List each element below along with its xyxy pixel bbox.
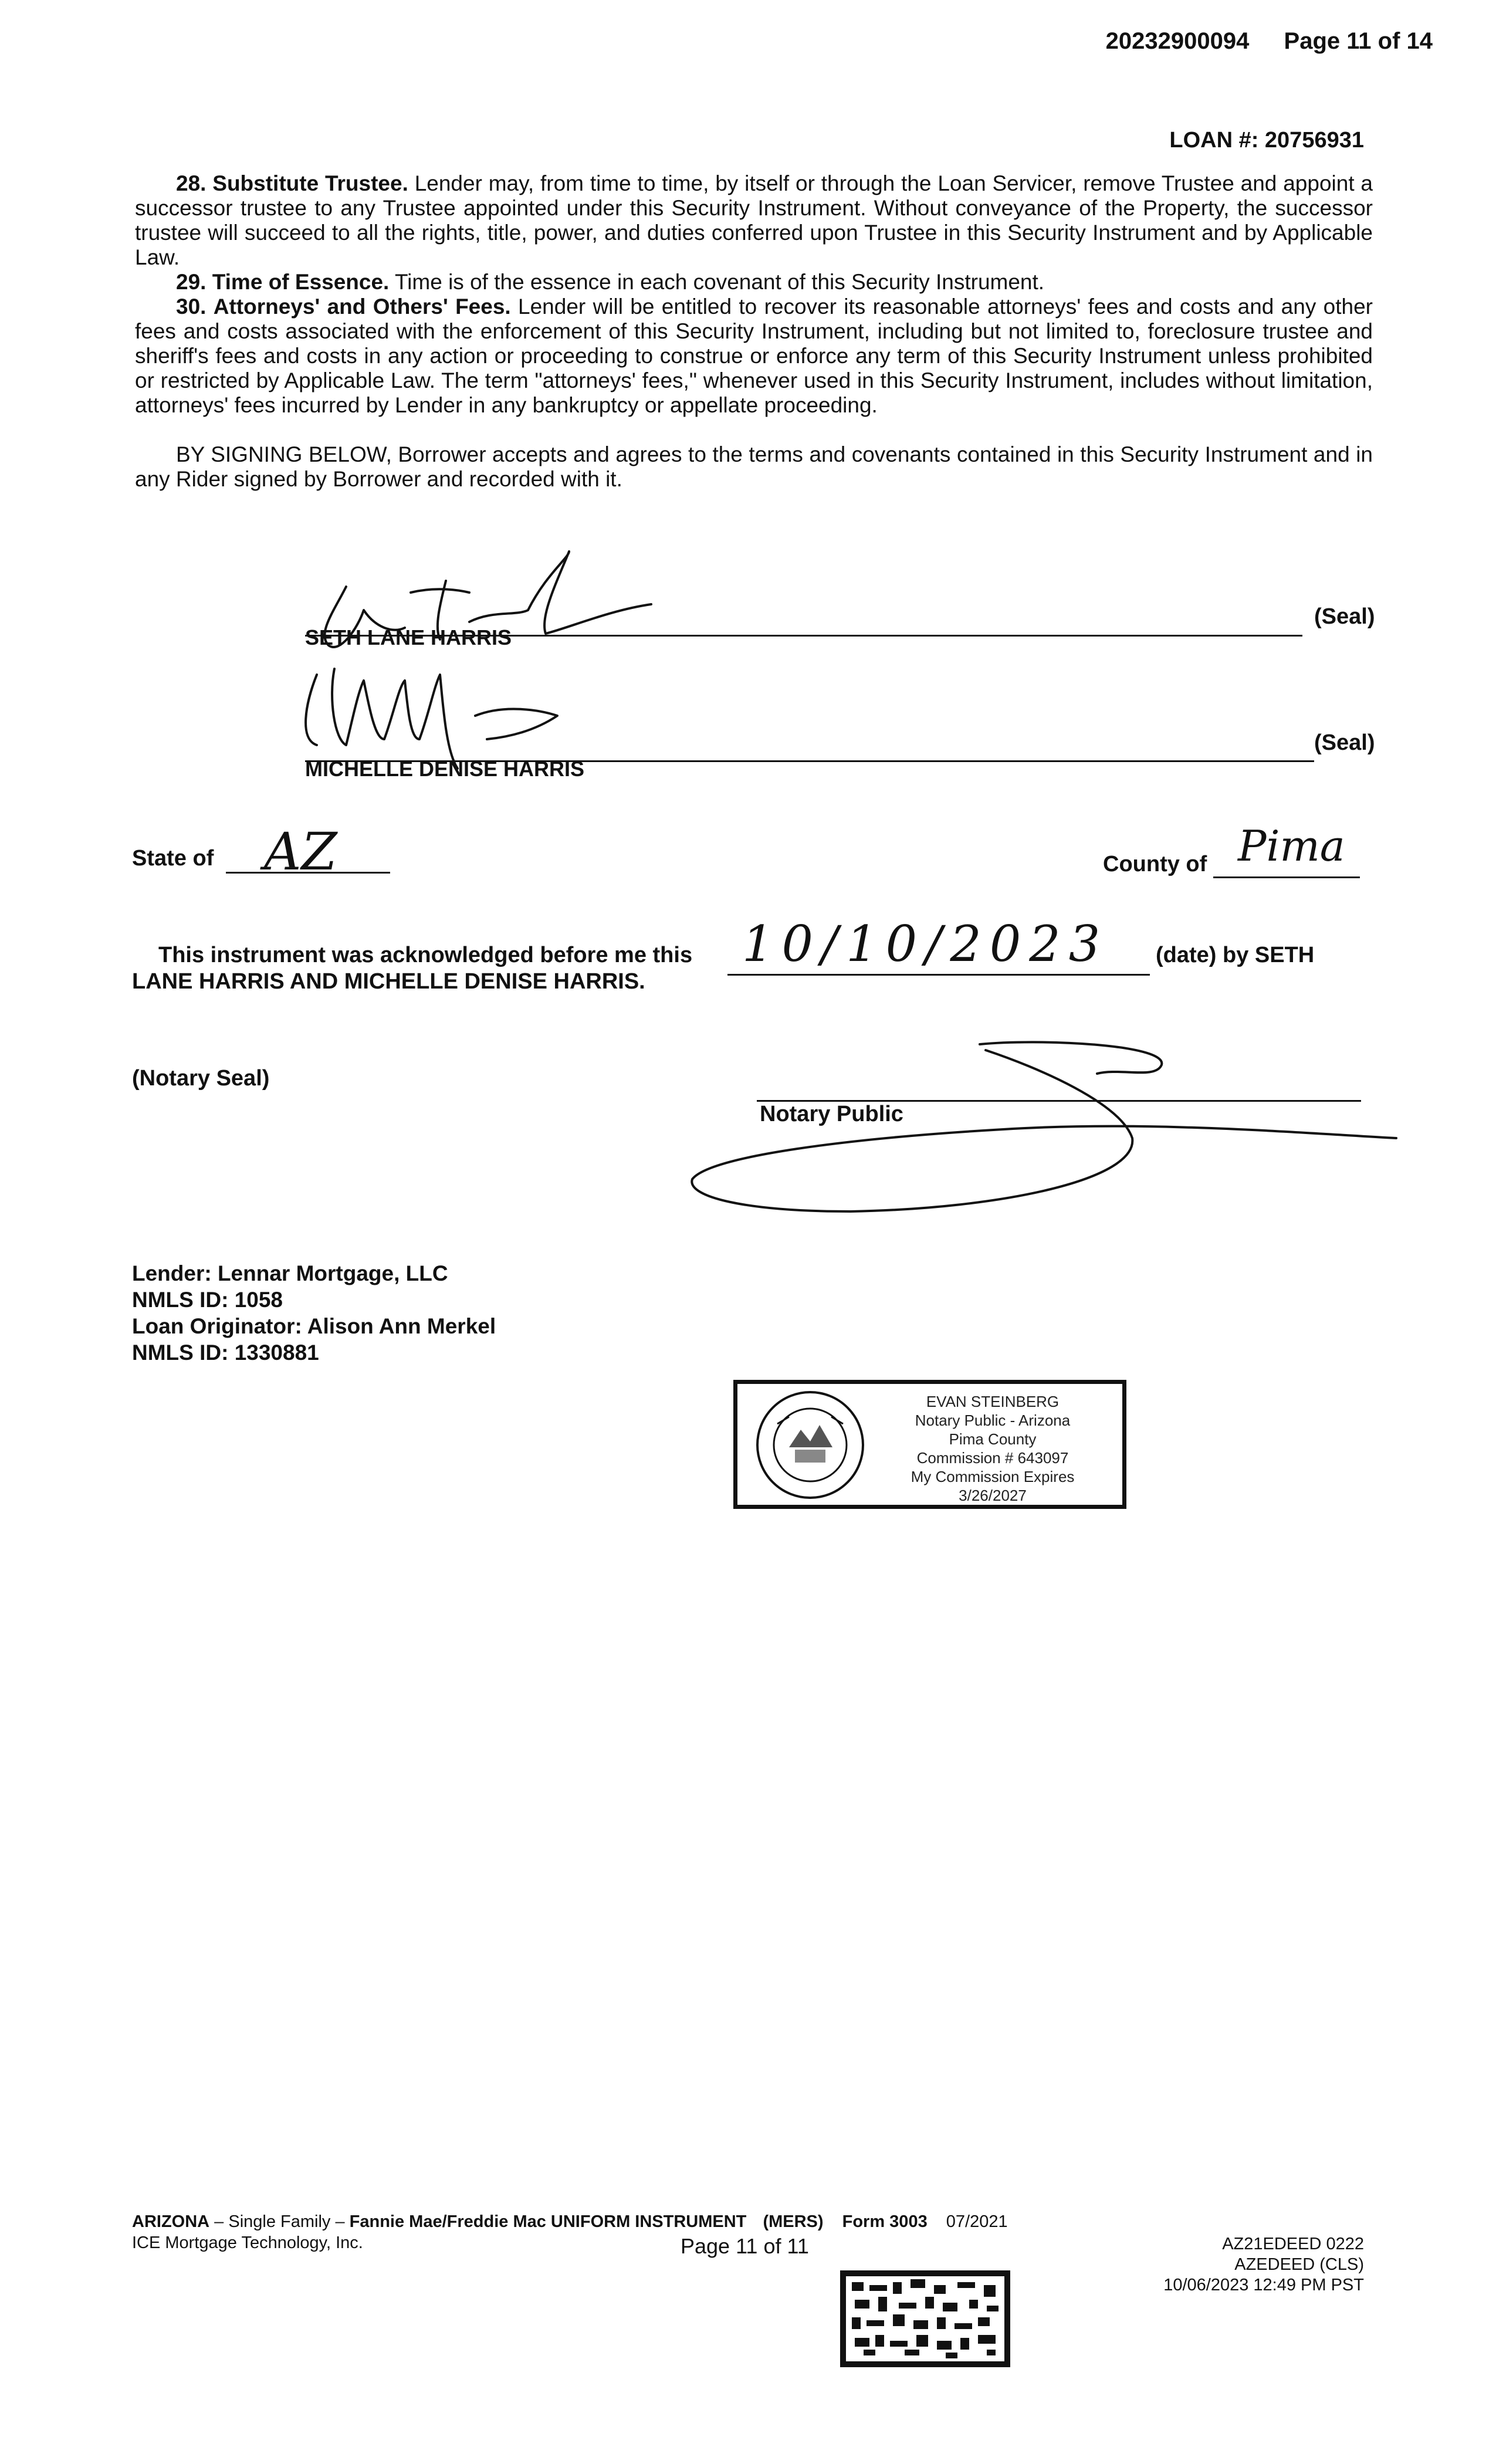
county-line	[1213, 876, 1360, 878]
seal-label-1: (Seal)	[1314, 604, 1375, 629]
loan-number: LOAN #: 20756931	[1169, 128, 1364, 153]
footer-mers: (MERS)	[763, 2212, 824, 2231]
section-number: 29.	[176, 270, 207, 294]
footer-page: Page 11 of 11	[681, 2234, 809, 2258]
section-title: Attorneys' and Others' Fees.	[213, 295, 511, 319]
page-label: Page 11 of 14	[1284, 28, 1433, 54]
notary-public-label: Notary Public	[760, 1102, 903, 1126]
notary-stamp-name: EVAN STEINBERG	[926, 1393, 1060, 1410]
section-title: Time of Essence.	[212, 270, 390, 294]
state-label: State of	[132, 846, 214, 871]
notary-stamp	[733, 1380, 1126, 1509]
notary-stamp-commission: Commission # 643097	[916, 1449, 1069, 1467]
acknowledgment-text-1: This instrument was acknowledged before me this	[158, 943, 693, 967]
borrower-name-1: SETH LANE HARRIS	[305, 625, 512, 649]
notary-stamp-title: Notary Public - Arizona	[915, 1412, 1071, 1429]
footer-form-date: 07/2021	[946, 2212, 1008, 2231]
notary-signature	[675, 1033, 1408, 1232]
section-text: Lender may, from time to time, by itself or through the Loan Servicer, remove Trustee and appoint a successor trustee to any Trustee appointed under this Security Instrument. Without conveyance of the Property, the successor trustee will succeed to all the rights, title, power, and duties conferred upon Trustee in this Security Instrument and by Applicable Law.	[135, 171, 1373, 269]
footer-type: – Single Family –	[209, 2212, 350, 2231]
footer-state: ARIZONA	[132, 2212, 210, 2231]
footer-code-1: AZ21EDEED 0222	[1222, 2235, 1364, 2253]
loan-originator: Loan Originator: Alison Ann Merkel	[132, 1314, 496, 1338]
barcode-icon	[840, 2270, 1010, 2367]
county-label: County of	[1103, 852, 1207, 876]
lender-name: Lender: Lennar Mortgage, LLC	[132, 1261, 448, 1285]
arizona-seal-icon	[754, 1389, 867, 1501]
originator-nmls: NMLS ID: 1330881	[132, 1341, 319, 1365]
notary-stamp-county: Pima County	[949, 1430, 1037, 1448]
borrower-name-2: MICHELLE DENISE HARRIS	[305, 757, 585, 781]
section-29	[135, 270, 1373, 295]
acknowledgment-text-3: LANE HARRIS AND MICHELLE DENISE HARRIS.	[132, 969, 645, 994]
state-value: AZ	[264, 821, 337, 882]
lender-nmls: NMLS ID: 1058	[132, 1288, 283, 1312]
section-text: Lender will be entitled to recover its reasonable attorneys' fees and costs and any other fees and costs associated with the enforcement of this Security Instrument, including but not limited to, foreclosure trustee and sheriff's fees and costs in any action or proceeding to construe or enforce any term of this Security Instrument unless prohibited or restricted by Applicable Law. The term "attorneys' fees," whenever used in this Security Instrument, includes without limitation, attorneys' fees incurred by Lender in any bankruptcy or appellate proceeding.	[135, 295, 1373, 417]
notary-stamp-expires-date: 3/26/2027	[959, 1487, 1027, 1504]
seal-label-2: (Seal)	[1314, 730, 1375, 755]
page-header	[1078, 28, 1433, 55]
footer-codes	[1163, 2234, 1364, 2296]
lender-info	[132, 1260, 496, 1366]
document-number: 20232900094	[1105, 28, 1250, 54]
footer-code-2: AZEDEED (CLS)	[1234, 2255, 1364, 2274]
notary-stamp-text	[875, 1392, 1110, 1505]
notary-seal-label: (Notary Seal)	[132, 1066, 270, 1091]
notary-stamp-expires-label: My Commission Expires	[911, 1468, 1075, 1485]
acknowledgment-date: 10/10/2023	[742, 915, 1109, 973]
footer-form: Form 3003	[842, 2212, 928, 2231]
footer-instrument: Fannie Mae/Freddie Mac UNIFORM INSTRUMENT	[349, 2212, 747, 2231]
signature-michelle	[282, 651, 657, 786]
section-28	[135, 171, 1373, 270]
covenant-sections	[135, 171, 1373, 492]
footer-timestamp: 10/06/2023 12:49 PM PST	[1163, 2276, 1364, 2294]
section-number: 30.	[176, 295, 207, 319]
section-number: 28.	[176, 171, 207, 195]
footer-company: ICE Mortgage Technology, Inc.	[132, 2233, 363, 2252]
section-title: Substitute Trustee.	[212, 171, 408, 195]
footer-form-line	[132, 2212, 1008, 2232]
acknowledgment-text-2: (date) by SETH	[1156, 943, 1315, 967]
signing-statement: BY SIGNING BELOW, Borrower accepts and agrees to the terms and covenants contained in this Security Instrument and in any Rider signed by Borrower and recorded with it.	[135, 442, 1373, 491]
signature-seth	[293, 540, 716, 663]
section-30	[135, 295, 1373, 418]
acknowledgment-date-line	[727, 974, 1150, 976]
county-value: Pima	[1238, 821, 1345, 871]
section-text: Time is of the essence in each covenant of this Security Instrument.	[389, 270, 1045, 294]
